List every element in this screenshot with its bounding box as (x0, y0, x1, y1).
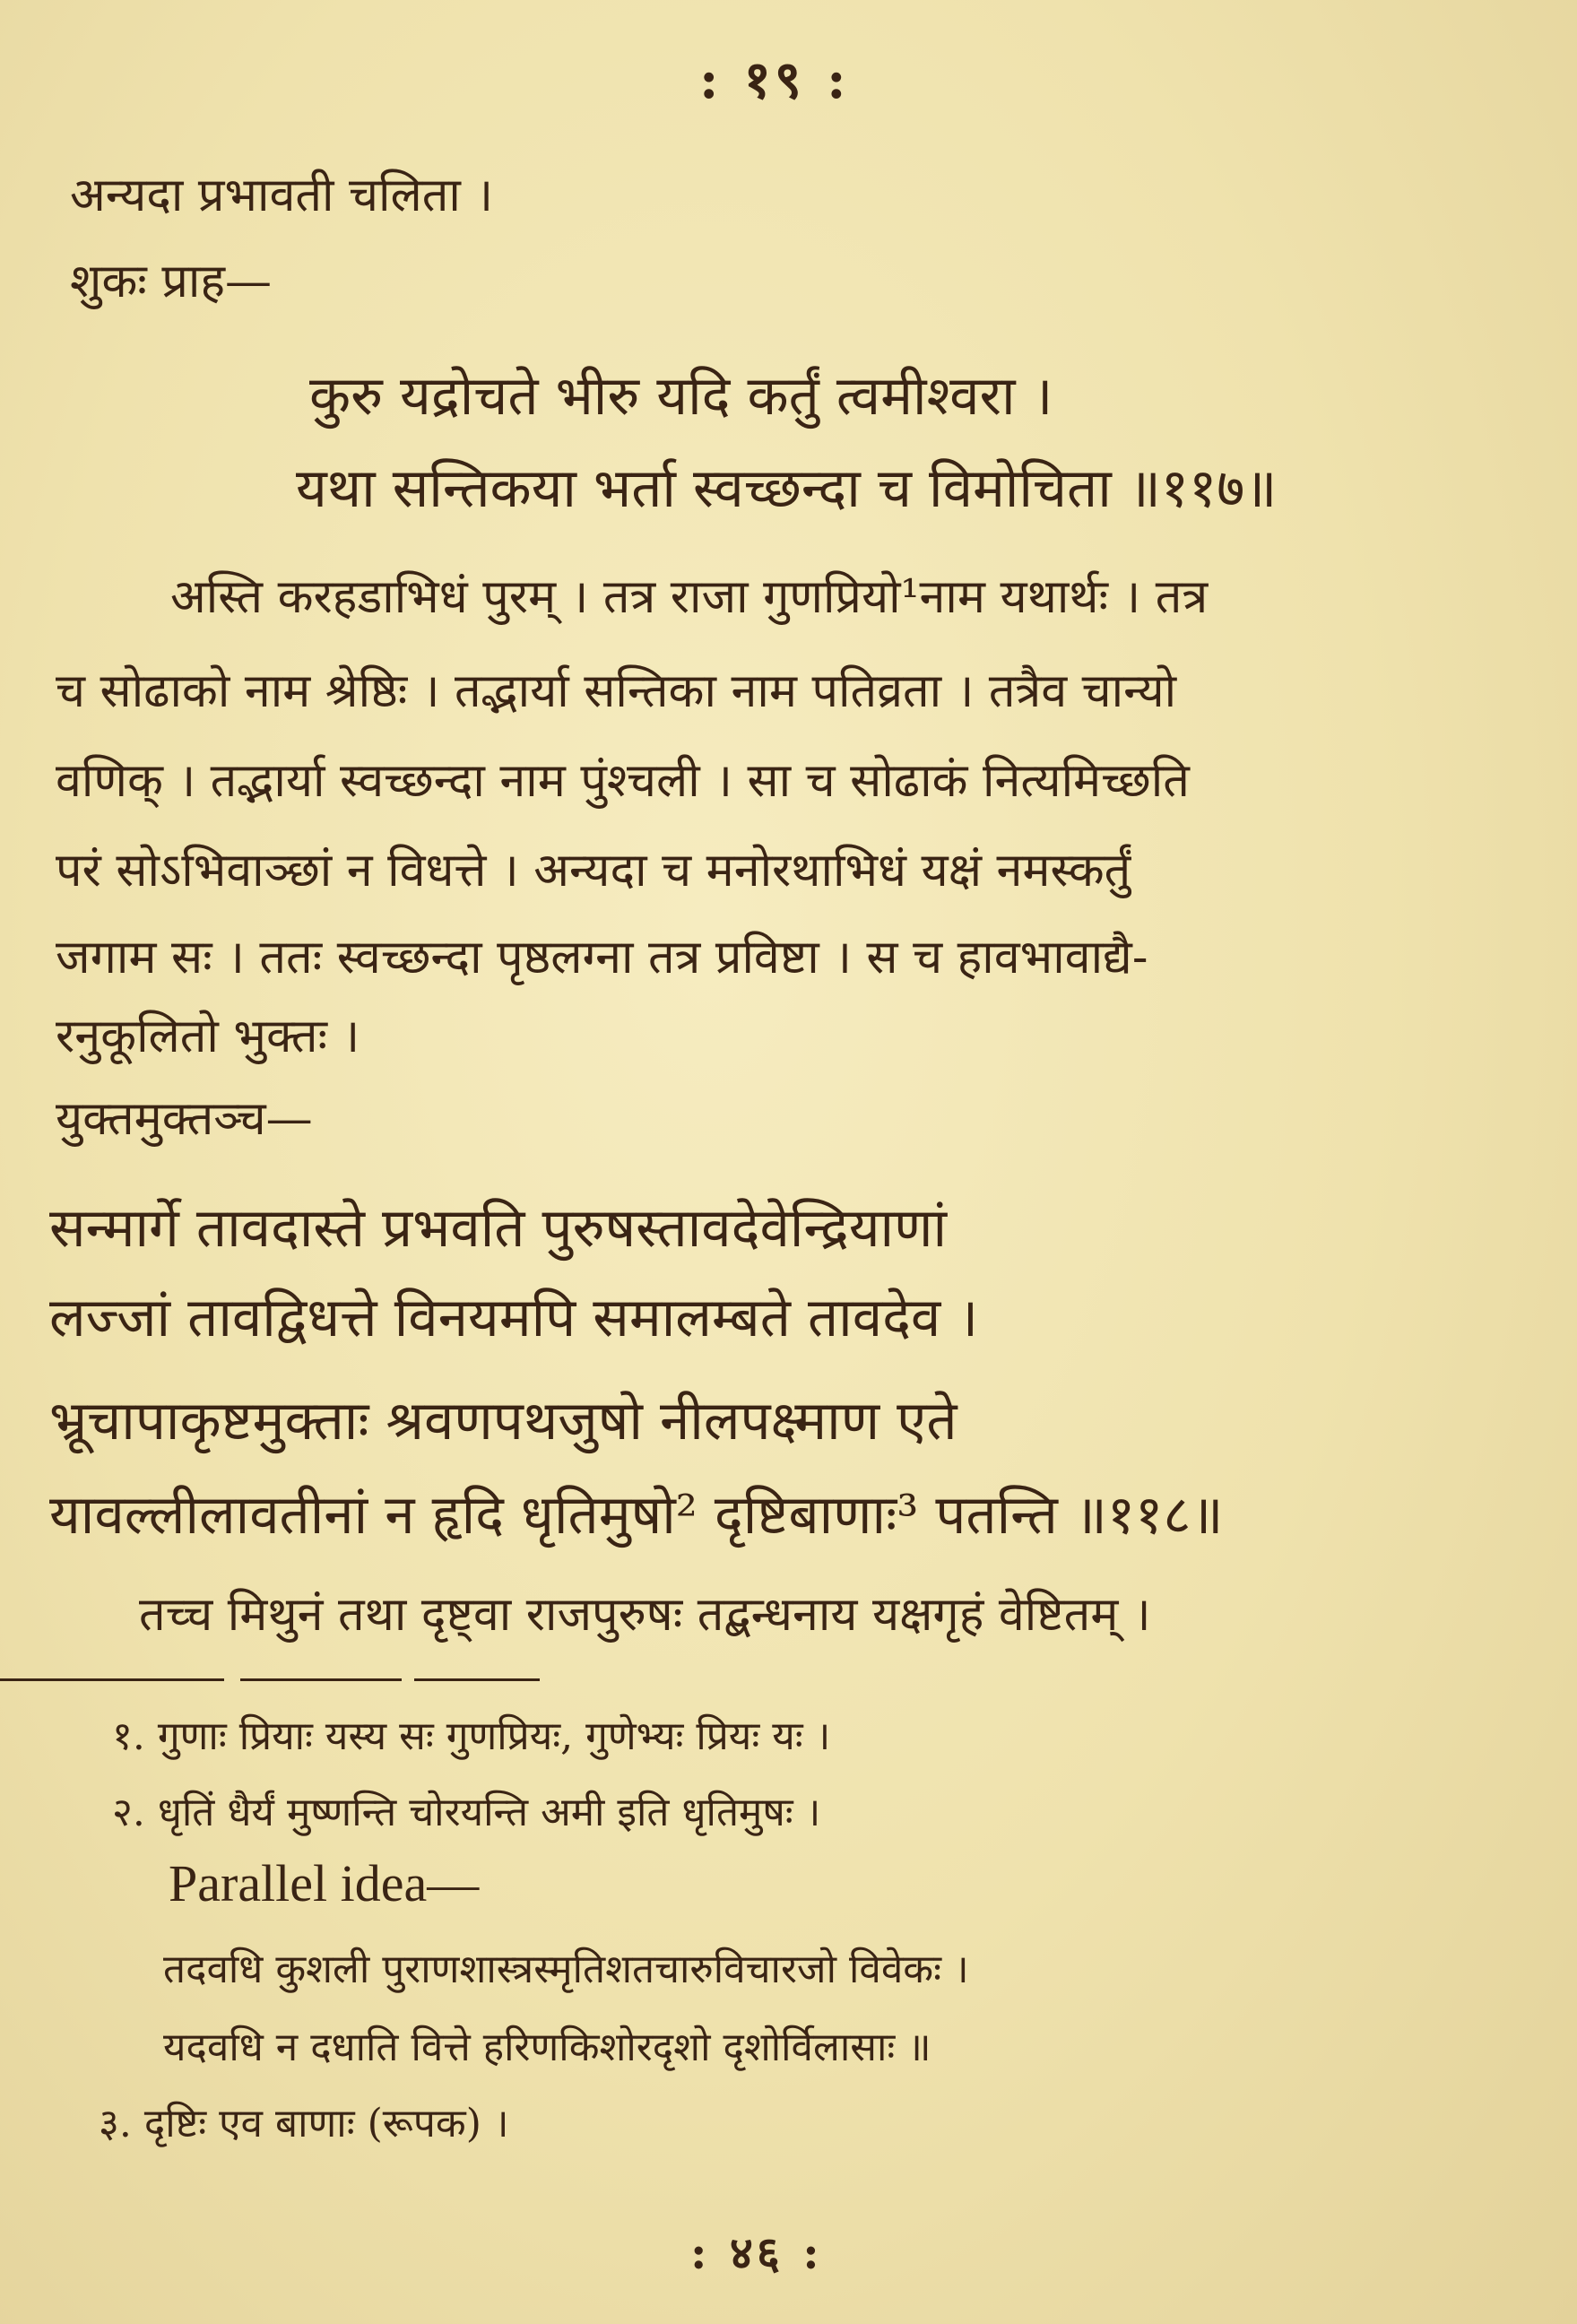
prose-line-6: रनुकूलितो भुक्तः । (56, 1010, 360, 1063)
footnote-rule-2 (240, 1678, 402, 1681)
footnote-1: १. गुणाः प्रियाः यस्य सः गुणप्रियः, गुणेभ्यः प्रियः यः । (112, 1713, 831, 1759)
footnote-rule-3 (414, 1678, 540, 1681)
prose-line-2: च सोढाको नाम श्रेष्ठिः । तद्भार्या सन्तिका नाम पतिव्रता । तत्रैव चान्यो (56, 664, 1177, 718)
prose-line-4: परं सोऽभिवाञ्छां न विधत्ते । अन्यदा च मनोरथाभिधं यक्षं नमस्कर्तुं (56, 844, 1131, 898)
verse-118-line-4: यावल्लीलावतीनां न हृदि धृतिमुषो² दृष्टिबाणाः³ पतन्ति ॥११८॥ (49, 1484, 1224, 1547)
verse-117-line-1: कुरु यद्रोचते भीरु यदि कर्तुं त्वमीश्वरा । (309, 365, 1053, 428)
intro-line-1: अन्यदा प्रभावती चलिता । (70, 169, 494, 222)
verse-118-line-1: सन्मार्गे तावदास्ते प्रभवति पुरुषस्तावदेवेन्द्रियाणां (49, 1197, 948, 1260)
prose-line-1: अस्ति करहडाभिधं पुरम् । तत्र राजा गुणप्रियो¹नाम यथार्थः । तत्र (170, 570, 1209, 624)
prose-line-5: जगाम सः । ततः स्वच्छन्दा पृष्ठलग्ना तत्र प्रविष्टा । स च हावभावाद्यै- (56, 931, 1148, 984)
quote-intro: युक्तमुक्तञ्च— (56, 1092, 313, 1146)
verse-118-line-2: लज्जां तावद्विधत्ते विनयमपि समालम्बते तावदेव । (49, 1287, 979, 1349)
intro-line-2: शुकः प्राह— (70, 255, 272, 308)
footnote-rule-1 (0, 1678, 224, 1681)
parallel-verse-line-1: तदवधि कुशली पुराणशास्त्रस्मृतिशतचारुविचारजो विवेकः । (163, 1947, 969, 1992)
page-header-number: : १९ : (699, 49, 850, 110)
footnote-2: २. धृतिं धैर्यं मुष्णन्ति चोरयन्ति अमी इति धृतिमुषः । (112, 1790, 821, 1835)
verse-117-line-2: यथा सन्तिकया भर्ता स्वच्छन्दा च विमोचिता ॥११७॥ (296, 457, 1278, 520)
prose-line-3: वणिक् । तद्भार्या स्वच्छन्दा नाम पुंश्चली । सा च सोढाकं नित्यमिच्छति (56, 754, 1190, 808)
page-footer-number: : ४६ : (690, 2226, 823, 2279)
verse-118-line-3: भ्रूचापाकृष्टमुक्ताः श्रवणपथजुषो नीलपक्ष्माण एते (49, 1390, 957, 1452)
parallel-idea-label: Parallel idea— (169, 1854, 480, 1912)
parallel-verse-line-2: यदवधि न दधाति वित्ते हरिणकिशोरदृशो दृशोर्विलासाः ॥ (163, 2025, 931, 2070)
closing-line: तच्च मिथुनं तथा दृष्ट्वा राजपुरुषः तद्बन्धनाय यक्षगृहं वेष्टितम् । (139, 1588, 1151, 1642)
footnote-3: ३. दृष्टिः एव बाणाः (रूपक) । (99, 2101, 509, 2146)
